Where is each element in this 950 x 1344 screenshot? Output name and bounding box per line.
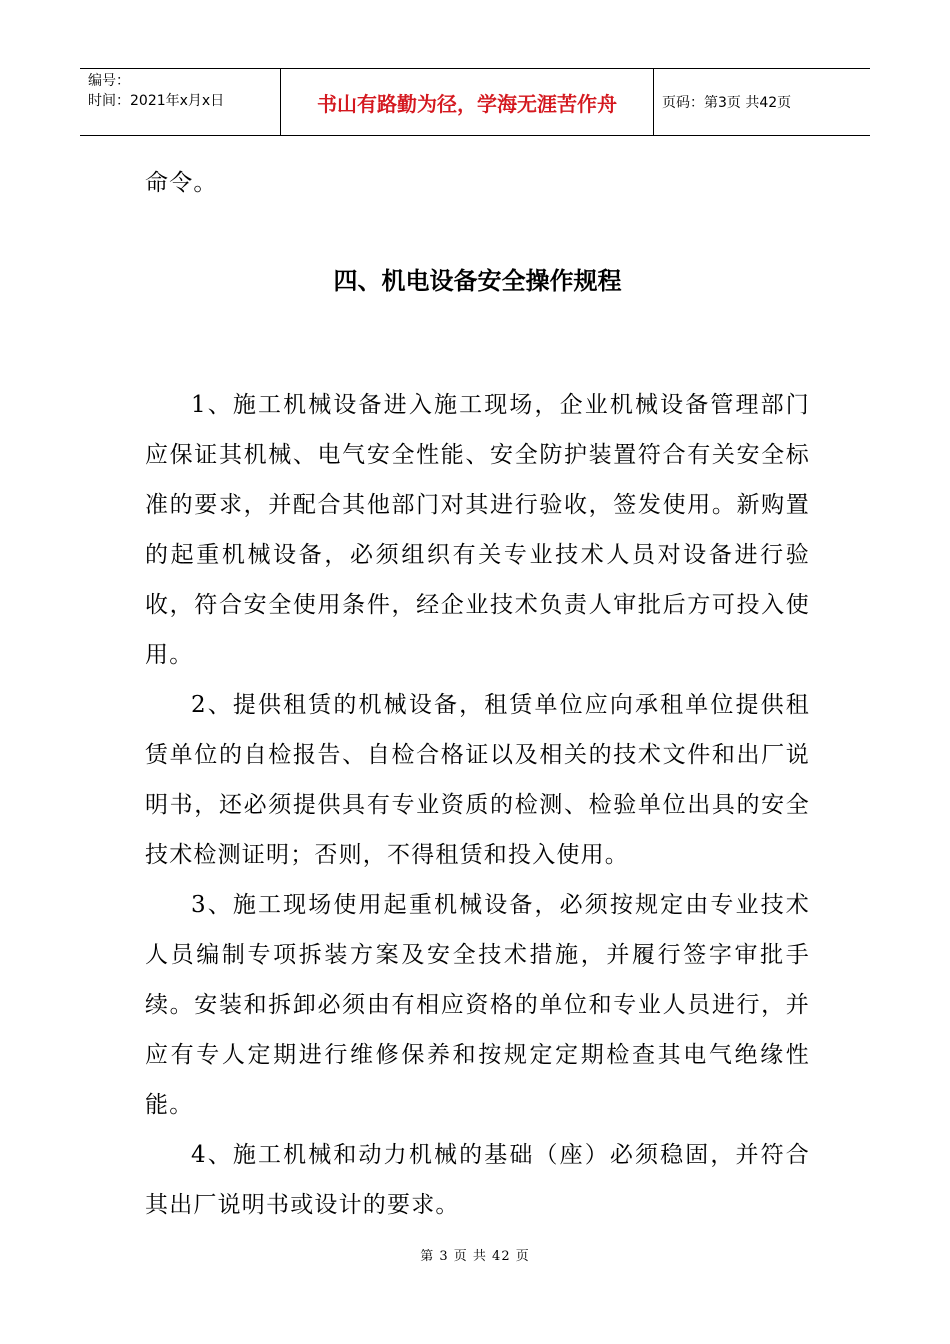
paragraph-4: 4、施工机械和动力机械的基础（座）必须稳固，并符合其出厂说明书或设计的要求。 xyxy=(145,1142,810,1218)
document-body xyxy=(145,158,810,1230)
paragraph-3: 3、施工现场使用起重机械设备，必须按规定由专业技术人员编制专项拆装方案及安全技术措施，并履行签字审批手续。安装和拆卸必须由有相应资格的单位和专业人员进行，并应有专人定期进行维修保养和按规定定期检查其电气绝缘性能。 xyxy=(145,892,810,1118)
doc-time-label: 时间：2021年x月x日 xyxy=(88,93,225,109)
paragraph-1: 1、施工机械设备进入施工现场，企业机械设备管理部门应保证其机械、电气安全性能、安全防护装置符合有关安全标准的要求，并配合其他部门对其进行验收，签发使用。新购置的起重机械设备，必须组织有关专业技术人员对设备进行验收，符合安全使用条件，经企业技术负责人审批后方可投入使用。 xyxy=(145,392,810,668)
header-page-number: 页码：第3页 共42页 xyxy=(662,95,792,111)
header-motto: 书山有路勤为径，学海无涯苦作舟 xyxy=(281,69,654,135)
header-meta xyxy=(80,69,281,135)
paragraph-2: 2、提供租赁的机械设备，租赁单位应向承租单位提供租赁单位的自检报告、自检合格证以及相关的技术文件和出厂说明书，还必须提供具有专业资质的检测、检验单位出具的安全技术检测证明；否则，不得租赁和投入使用。 xyxy=(145,692,810,868)
section-title: 四、机电设备安全操作规程 xyxy=(333,267,622,295)
page-footer: 第 3 页 共 42 页 xyxy=(420,1249,530,1264)
lead-text: 命令。 xyxy=(145,170,218,196)
doc-code-label: 编号： xyxy=(88,73,130,89)
page-header xyxy=(80,68,870,136)
